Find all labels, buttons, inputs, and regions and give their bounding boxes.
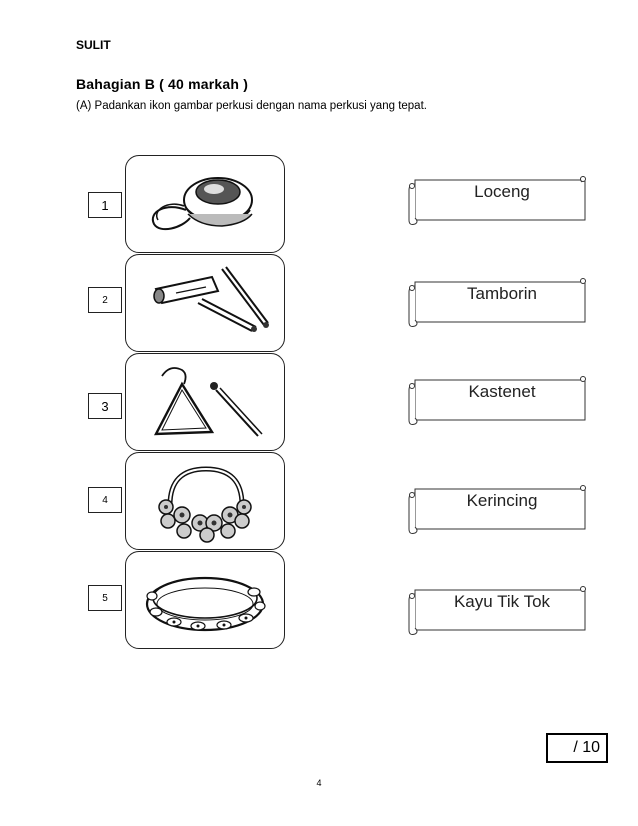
name-scroll-5[interactable] <box>406 586 590 636</box>
instrument-name: Kayu Tik Tok <box>453 592 551 611</box>
jingle-bells-icon <box>126 453 284 549</box>
tambourine-icon <box>126 552 284 648</box>
name-scroll-2[interactable] <box>406 278 590 328</box>
picture-box-1 <box>125 155 285 253</box>
picture-box-3 <box>125 353 285 451</box>
picture-box-5 <box>125 551 285 649</box>
item-number-box[interactable]: 3 <box>88 393 122 419</box>
name-scroll-3[interactable] <box>406 376 590 426</box>
page-number: 4 <box>316 778 322 788</box>
instrument-name: Loceng <box>474 182 530 201</box>
instrument-name: Kerincing <box>466 491 538 510</box>
item-number-box[interactable]: 1 <box>88 192 122 218</box>
score-box: / 10 <box>546 733 608 763</box>
header-sulit: SULIT <box>76 38 111 52</box>
castanet-icon <box>126 156 284 252</box>
triangle-icon <box>126 354 284 450</box>
instruction-text: (A) Padankan ikon gambar perkusi dengan nama perkusi yang tepat. <box>76 100 427 112</box>
name-scroll-4[interactable] <box>406 485 590 535</box>
section-title: Bahagian B ( 40 markah ) <box>76 76 249 92</box>
item-number-box[interactable]: 4 <box>88 487 122 513</box>
instrument-name: Tamborin <box>467 284 537 303</box>
picture-box-4 <box>125 452 285 550</box>
instrument-name: Kastenet <box>468 382 536 401</box>
picture-box-2 <box>125 254 285 352</box>
wood-block-sticks-icon <box>126 255 284 351</box>
item-number-box[interactable]: 2 <box>88 287 122 313</box>
name-scroll-1[interactable] <box>406 176 590 226</box>
item-number-box[interactable]: 5 <box>88 585 122 611</box>
